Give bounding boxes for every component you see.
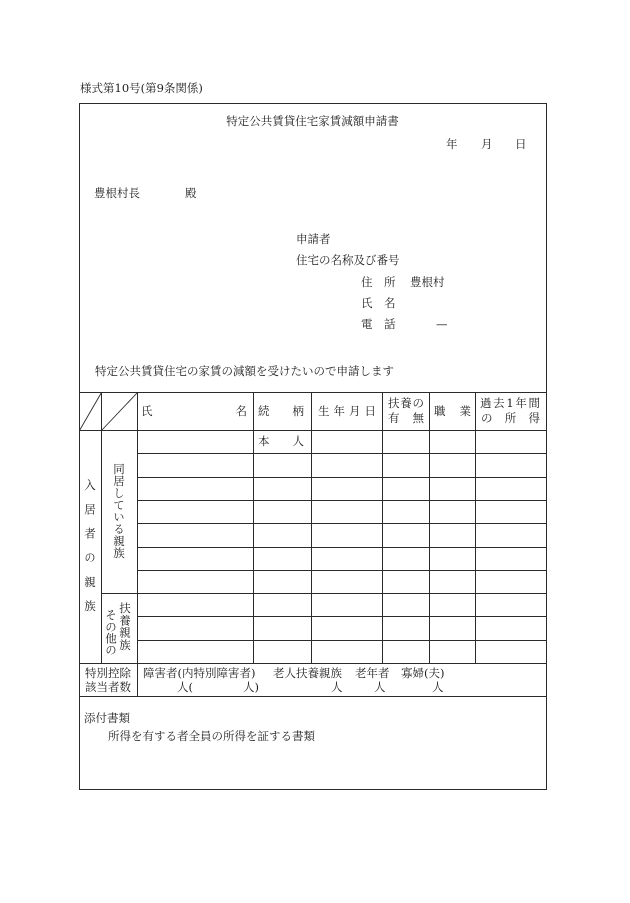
- column-header-income-line1: 過去1年間: [480, 396, 540, 410]
- dependent-status-cell: [382, 616, 429, 639]
- category-elderly: 老年者: [355, 666, 390, 680]
- column-header-dependent-line1: 扶養の: [388, 396, 424, 410]
- column-header-income-line2: の 所 得: [481, 411, 540, 425]
- birth-date-cell: [311, 523, 382, 546]
- category-disabled: 障害者(内特別障害者): [143, 666, 256, 680]
- cohabiting-relative-row: [137, 477, 546, 500]
- addressee-name: 豊根村長: [94, 186, 140, 200]
- birth-date-cell: [311, 453, 382, 476]
- birth-date-cell: [311, 640, 382, 663]
- column-header-occupation: 職 業: [434, 404, 471, 418]
- phone-value: —: [436, 317, 448, 331]
- cohabiting-relative-row: [137, 523, 546, 546]
- name-cell: [137, 640, 253, 663]
- category-widow: 寡婦(夫): [401, 666, 445, 680]
- count-unit-special-disabled: 人): [243, 680, 259, 694]
- birth-date-cell: [311, 593, 382, 616]
- occupation-cell: [429, 640, 475, 663]
- attachment-item: 所得を有する者全員の所得を証する書類: [108, 729, 315, 743]
- addressee-honorific: 殿: [185, 186, 197, 200]
- cohabiting-relative-row: [137, 453, 546, 476]
- name-cell: [137, 453, 253, 476]
- income-cell: [475, 570, 546, 593]
- count-unit-widow: 人: [432, 680, 444, 694]
- relation-cell-text: 本 人: [258, 434, 304, 448]
- occupation-cell: [429, 593, 475, 616]
- category-elderly-dependents: 老人扶養親族: [273, 666, 342, 680]
- income-cell: [475, 593, 546, 616]
- occupation-cell: [429, 547, 475, 570]
- other-dependents-label-part1: その他の: [104, 609, 118, 656]
- column-header-birth-date: 生 年 月 日: [318, 404, 376, 418]
- relation-cell: [253, 500, 311, 523]
- income-cell: [475, 500, 546, 523]
- relation-cell: [253, 430, 311, 453]
- occupation-cell: [429, 523, 475, 546]
- other-dependent-row: [137, 593, 546, 616]
- relation-cell: [253, 547, 311, 570]
- column-header-name: 氏 名: [141, 404, 247, 418]
- applicant-heading: 申請者: [296, 232, 331, 246]
- relation-cell: [253, 453, 311, 476]
- name-cell: [137, 593, 253, 616]
- column-header-relation: 続 柄: [258, 404, 304, 418]
- dependent-status-cell: [382, 477, 429, 500]
- dependent-status-cell: [382, 593, 429, 616]
- birth-date-cell: [311, 547, 382, 570]
- birth-date-cell: [311, 570, 382, 593]
- birth-date-cell: [311, 477, 382, 500]
- dependent-status-cell: [382, 523, 429, 546]
- address-label: 住 所: [361, 275, 396, 289]
- relation-cell: [253, 616, 311, 639]
- birth-date-cell: [311, 616, 382, 639]
- name-cell: [137, 430, 253, 453]
- occupation-cell: [429, 500, 475, 523]
- dependent-status-cell: [382, 640, 429, 663]
- name-cell: [137, 500, 253, 523]
- form-title: 特定公共賃貸住宅家賃減額申請書: [226, 114, 399, 128]
- occupation-cell: [429, 430, 475, 453]
- phone-label: 電 話: [361, 317, 396, 331]
- income-cell: [475, 430, 546, 453]
- birth-date-cell: [311, 430, 382, 453]
- attachments-heading: 添付書類: [84, 711, 130, 725]
- income-cell: [475, 477, 546, 500]
- name-cell: [137, 570, 253, 593]
- special-deduction-label-line2: 該当者数: [85, 680, 131, 694]
- header-diagonal-slash: [80, 393, 102, 431]
- dependent-status-cell: [382, 430, 429, 453]
- housing-name-label: 住宅の名称及び番号: [296, 253, 400, 267]
- income-cell: [475, 640, 546, 663]
- name-cell: [137, 523, 253, 546]
- name-cell: [137, 547, 253, 570]
- column-header-dependent-line2: 有 無: [388, 411, 424, 425]
- count-unit-elderly-dependents: 人: [331, 680, 343, 694]
- name-cell: [137, 477, 253, 500]
- application-statement: 特定公共賃貸住宅の家賃の減額を受けたいので申請します: [95, 364, 394, 378]
- cohabiting-relative-row: [137, 547, 546, 570]
- dependent-status-cell: [382, 570, 429, 593]
- header-diagonal-slash: [102, 393, 138, 431]
- other-dependent-row: [137, 640, 546, 663]
- date-day-label: 日: [515, 137, 527, 151]
- count-unit-disabled: 人(: [177, 680, 193, 694]
- relation-cell: [253, 523, 311, 546]
- count-unit-elderly: 人: [374, 680, 386, 694]
- birth-date-cell: [311, 500, 382, 523]
- special-deduction-label-line1: 特別控除: [85, 666, 131, 680]
- relation-cell: [253, 477, 311, 500]
- cohabiting-relative-row: [137, 570, 546, 593]
- cohabiting-relatives-label: 同居している親族: [112, 463, 126, 559]
- relation-cell: [253, 593, 311, 616]
- dependent-status-cell: [382, 500, 429, 523]
- relation-cell: [253, 570, 311, 593]
- relation-cell: [253, 640, 311, 663]
- date-year-label: 年: [446, 137, 458, 151]
- dependent-status-cell: [382, 547, 429, 570]
- applicant-name-label: 氏 名: [361, 296, 396, 310]
- occupation-cell: [429, 453, 475, 476]
- occupation-cell: [429, 477, 475, 500]
- income-cell: [475, 523, 546, 546]
- name-cell: [137, 616, 253, 639]
- income-cell: [475, 616, 546, 639]
- income-cell: [475, 547, 546, 570]
- resident-relatives-label: 入居者の親族: [83, 479, 97, 625]
- address-value: 豊根村: [410, 275, 445, 289]
- occupation-cell: [429, 616, 475, 639]
- date-month-label: 月: [481, 137, 493, 151]
- dependent-status-cell: [382, 453, 429, 476]
- other-dependent-row: [137, 616, 546, 639]
- income-cell: [475, 453, 546, 476]
- occupation-cell: [429, 570, 475, 593]
- cohabiting-relative-row: [137, 500, 546, 523]
- cohabiting-relative-row: [137, 430, 546, 453]
- other-dependents-label-part2: 扶養親族: [118, 602, 132, 652]
- form-number: 様式第10号(第9条関係): [80, 81, 203, 95]
